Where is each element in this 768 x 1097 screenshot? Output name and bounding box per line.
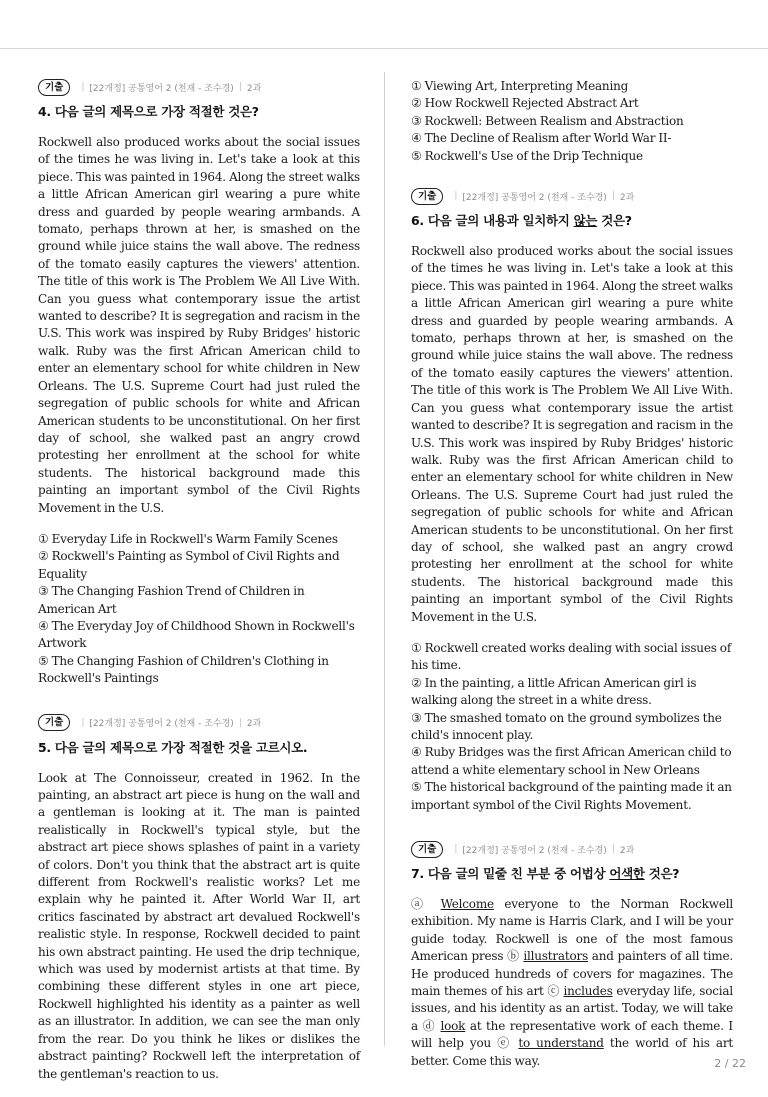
option-1[interactable]: ① Everyday Life in Rockwell's Warm Family Scenes <box>38 531 338 546</box>
mark-a: ⓐ <box>411 897 431 912</box>
question-tag: 기출 | [22개정] 공통영어 2 (천재 - 조수경) | 2과 <box>38 714 360 732</box>
mark-e: ⓔ <box>497 1036 513 1051</box>
section-label: 2과 <box>619 845 635 856</box>
section-label: 2과 <box>619 192 635 203</box>
header-rule <box>0 48 768 49</box>
column-divider <box>384 72 385 1046</box>
option-1[interactable]: ① Rockwell created works dealing with social issues of his time. <box>411 640 732 673</box>
section-label: 2과 <box>246 83 262 94</box>
question-tag: 기출 | [22개정] 공통영어 2 (천재 - 조수경) | 2과 <box>411 187 733 205</box>
answer-options-q5 <box>411 78 733 165</box>
question-4 <box>38 78 360 688</box>
option-3[interactable]: ③ The smashed tomato on the ground symbolizes the child's innocent play. <box>411 710 722 742</box>
question-title: 4. 다음 글의 제목으로 가장 적절한 것은? <box>38 104 259 119</box>
passage: ⓐ Welcome everyone to the Norman Rockwell exhibition. My name is Harris Clark, and I will be your guide today. Rockwell is one of the most famous American press ⓑ illustrators and painters of all time. He produced hundreds of covers for magazines. The main themes of his art ⓒ includes everyday life, social issues, and his identity as an artist. Today, we will take a ⓓ look at the representative work of each theme. I will help you ⓔ to understand the world of his art better. Come this way. <box>411 897 734 1068</box>
option-4[interactable]: ④ The Decline of Realism after World War II- <box>411 131 672 146</box>
option-3[interactable]: ③ The Changing Fashion Trend of Children in American Art <box>38 584 305 616</box>
question-tag: 기출 | [22개정] 공통영어 2 (천재 - 조수경) | 2과 <box>38 78 360 96</box>
underlined-d: look <box>440 1018 466 1033</box>
question-7 <box>411 840 733 1070</box>
passage: Rockwell also produced works about the social issues of the times he was living in. Let's take a look at this piece. This was painted in 1964. Along the street walks a little African American girl wearing a pure white dress and guarded by people wearing armbands. A tomato, perhaps thrown at her, is smashed on the ground while juice stains the wall above. The redness of the tomato easily captures the viewers' attention. The title of this work is The Problem We All Live With. Can you guess what contemporary issue the artist wanted to describe? It is segregation and racism in the U.S. This work was inspired by Ruby Bridges' historic walk. Ruby was the first African American child to enter an elementary school for white children in New Orleans. The U.S. Supreme Court had just ruled the segregation of public schools for white and African American students to be unconstitutional. On her first day of school, she walked past an angry crowd protesting her enrollment at the school for white students. The historical background made this painting an important symbol of the Civil Rights Movement in the U.S. <box>38 135 360 515</box>
question-6 <box>411 187 733 814</box>
underlined-e: to understand <box>518 1036 604 1051</box>
exam-badge: 기출 <box>411 841 443 858</box>
option-2[interactable]: ② How Rockwell Rejected Abstract Art <box>411 96 639 111</box>
left-column <box>38 78 360 1097</box>
source-label: [22개정] 공통영어 2 (천재 - 조수경) <box>462 192 607 203</box>
source-label: [22개정] 공통영어 2 (천재 - 조수경) <box>462 845 607 856</box>
section-label: 2과 <box>246 719 262 730</box>
mark-b: ⓑ <box>507 949 520 964</box>
answer-options <box>411 640 733 814</box>
right-column <box>411 78 733 1084</box>
option-1[interactable]: ① Viewing Art, Interpreting Meaning <box>411 79 629 93</box>
passage: Look at The Connoisseur, created in 1962. In the painting, an abstract art piece is hung on the wall and a gentleman is looking at it. The man is painted realistically in Rockwell's typical style, but the abstract art piece shows splashes of paint in a variety of colors. Don't you think that the abstract art is quite different from Rockwell's realistic works? Let me explain why he painted it. After World War II, art critics fascinated by abstract art devalued Rockwell's realistic style. In response, Rockwell decided to paint his own abstract painting. He used the drip technique, which was used by modernist artists at that time. By combining these different styles in one art piece, Rockwell highlighted his identity as a painter as well as an illustrator. In addition, we can see the man only from the rear. Do you think he likes or dislikes the abstract painting? Rockwell left the interpretation of the gentleman's reaction to us. <box>38 770 360 1081</box>
option-2[interactable]: ② Rockwell's Painting as Symbol of Civil Rights and Equality <box>38 549 340 581</box>
option-5[interactable]: ⑤ The Changing Fashion of Children's Clothing in Rockwell's Paintings <box>38 653 329 686</box>
source-label: [22개정] 공통영어 2 (천재 - 조수경) <box>89 719 234 730</box>
underlined-c: includes <box>563 984 613 999</box>
source-label: [22개정] 공통영어 2 (천재 - 조수경) <box>89 83 234 94</box>
question-5 <box>38 714 360 1083</box>
option-5[interactable]: ⑤ The historical background of the painting made it an important symbol of the Civil Rights Movement. <box>411 780 732 812</box>
mark-d: ⓓ <box>422 1018 436 1033</box>
passage: Rockwell also produced works about the social issues of the times he was living in. Let's take a look at this piece. This was painted in 1964. Along the street walks a little African American girl wearing a pure white dress and guarded by people wearing armbands. A tomato, perhaps thrown at her, is smashed on the ground while juice stains the wall above. The redness of the tomato easily captures the viewers' attention. The title of this work is The Problem We All Live With. Can you guess what contemporary issue the artist wanted to describe? It is segregation and racism in the U.S. This work was inspired by Ruby Bridges' historic walk. Ruby was the first African American child to enter an elementary school for white children in New Orleans. The U.S. Supreme Court had just ruled the segregation of public schools for white and African American students to be unconstitutional. On her first day of school, she walked past an angry crowd protesting her enrollment at the school for white students. The historical background made this painting an important symbol of the Civil Rights Movement in the U.S. <box>411 244 733 624</box>
underlined-a: Welcome <box>440 897 494 912</box>
exam-badge: 기출 <box>38 79 70 96</box>
underlined-b: illustrators <box>523 949 589 964</box>
question-title: 7. 다음 글의 밑줄 친 부분 중 어법상 어색한 것은? <box>411 866 680 882</box>
exam-badge: 기출 <box>38 714 70 731</box>
exam-badge: 기출 <box>411 188 443 205</box>
option-3[interactable]: ③ Rockwell: Between Realism and Abstraction <box>411 113 684 128</box>
answer-options <box>38 531 360 688</box>
question-tag: 기출 | [22개정] 공통영어 2 (천재 - 조수경) | 2과 <box>411 840 733 858</box>
page-number: 2 / 22 <box>714 1057 746 1070</box>
question-title: 5. 다음 글의 제목으로 가장 적절한 것을 고르시오. <box>38 739 308 755</box>
option-4[interactable]: ④ The Everyday Joy of Childhood Shown in Rockwell's Artwork <box>38 618 355 651</box>
option-2[interactable]: ② In the painting, a little African American girl is walking along the street in a white dress. <box>411 675 697 708</box>
mark-c: ⓒ <box>547 984 560 999</box>
option-5[interactable]: ⑤ Rockwell's Use of the Drip Technique <box>411 148 643 163</box>
option-4[interactable]: ④ Ruby Bridges was the first African American child to attend a white elementary school in New Orleans <box>411 745 732 777</box>
question-title: 6. 다음 글의 내용과 일치하지 않는 것은? <box>411 213 632 229</box>
